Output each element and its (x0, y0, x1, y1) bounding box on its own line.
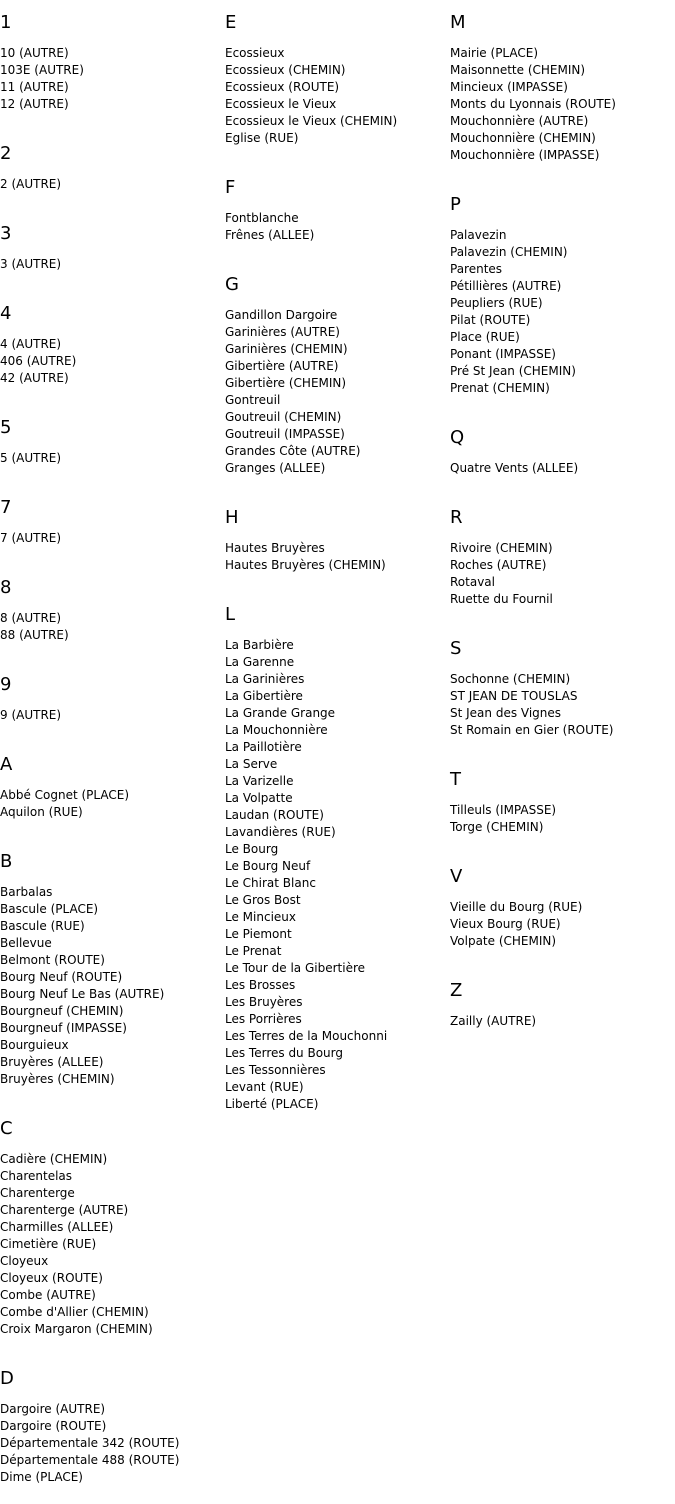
street-entry: Les Bruyères (225, 995, 303, 1009)
letter-heading: M (450, 12, 466, 33)
letter-heading: V (450, 866, 463, 887)
street-entry: Bruyères (CHEMIN) (0, 1072, 115, 1086)
street-entry: La Mouchonnière (225, 723, 328, 737)
letter-group-8 (0, 577, 225, 662)
street-entry: Granges (ALLEE) (225, 461, 326, 475)
street-entry: La Barbière (225, 638, 294, 652)
street-entry: ST JEAN DE TOUSLAS (450, 689, 578, 703)
letter-group-t (450, 769, 675, 854)
letter-group-r (450, 507, 675, 626)
group-spacer (225, 244, 450, 262)
street-entry: Bourguieux (0, 1038, 69, 1052)
street-entry: Le Tour de la Gibertière (225, 961, 366, 975)
street-entry: Les Terres du Bourg (225, 1046, 343, 1060)
letter-heading: T (450, 769, 461, 790)
group-spacer (0, 724, 225, 742)
street-entry: Peupliers (RUE) (450, 296, 543, 310)
group-spacer (225, 477, 450, 495)
letter-heading: R (450, 507, 463, 528)
street-entry: Pétillières (AUTRE) (450, 279, 562, 293)
street-entry: Charenterge (AUTRE) (0, 1203, 129, 1217)
street-entry: Les Porrières (225, 1012, 302, 1026)
group-spacer (450, 608, 675, 626)
letter-heading: 4 (0, 303, 12, 324)
group-spacer (450, 836, 675, 854)
group-spacer (0, 644, 225, 662)
letter-group-b (0, 851, 225, 1106)
street-entry: Sochonne (CHEMIN) (450, 672, 571, 686)
street-entry: Le Piemont (225, 927, 292, 941)
street-entry: Prenat (CHEMIN) (450, 381, 550, 395)
street-entry: Zailly (AUTRE) (450, 1014, 537, 1028)
letter-heading: Q (450, 427, 465, 448)
street-entry: Lavandières (RUE) (225, 825, 336, 839)
letter-group-m (450, 12, 675, 182)
street-entry: Palavezin (CHEMIN) (450, 245, 568, 259)
street-entry: La Grande Grange (225, 706, 336, 720)
letter-heading: 7 (0, 497, 12, 518)
street-entry: Charentelas (0, 1169, 73, 1183)
letter-group-4 (0, 303, 225, 405)
street-entry: Rotaval (450, 575, 495, 589)
street-entry: Bourg Neuf (ROUTE) (0, 970, 123, 984)
street-entry: Laudan (ROUTE) (225, 808, 324, 822)
street-entry: La Varizelle (225, 774, 294, 788)
group-spacer (0, 547, 225, 565)
group-spacer (450, 397, 675, 415)
street-entry: Roches (AUTRE) (450, 558, 547, 572)
street-entry: Les Tessonnières (225, 1063, 326, 1077)
letter-heading: B (0, 851, 13, 872)
street-entry: Cloyeux (ROUTE) (0, 1271, 103, 1285)
street-entry: Mouchonnière (AUTRE) (450, 114, 589, 128)
street-entry: Bourg Neuf Le Bas (AUTRE) (0, 987, 165, 1001)
street-entry: Mincieux (IMPASSE) (450, 80, 568, 94)
street-entry: Le Bourg Neuf (225, 859, 311, 873)
street-entry: Abbé Cognet (PLACE) (0, 788, 130, 802)
street-entry: Goutreuil (CHEMIN) (225, 410, 342, 424)
street-entry: Garinières (CHEMIN) (225, 342, 348, 356)
street-entry: Volpate (CHEMIN) (450, 934, 557, 948)
street-entry: Hautes Bruyères (CHEMIN) (225, 558, 386, 572)
street-entry: Les Brosses (225, 978, 296, 992)
street-entry: Ecossieux (ROUTE) (225, 80, 340, 94)
street-entry: Départementale 342 (ROUTE) (0, 1436, 180, 1450)
group-spacer (450, 739, 675, 757)
street-entry: Cloyeux (0, 1254, 49, 1268)
group-spacer (225, 147, 450, 165)
street-entry: 4 (AUTRE) (0, 337, 62, 351)
street-entry: Belmont (ROUTE) (0, 953, 105, 967)
street-entry: 3 (AUTRE) (0, 257, 62, 271)
street-entry: 5 (AUTRE) (0, 451, 62, 465)
street-entry: La Gibertière (225, 689, 303, 703)
letter-heading: Z (450, 980, 463, 1001)
group-spacer (0, 1486, 225, 1504)
street-entry: Goutreuil (IMPASSE) (225, 427, 345, 441)
letter-group-s (450, 638, 675, 757)
street-entry: Grandes Côte (AUTRE) (225, 444, 361, 458)
street-entry: 9 (AUTRE) (0, 708, 62, 722)
street-entry: Croix Margaron (CHEMIN) (0, 1322, 153, 1336)
street-entry: Gibertière (AUTRE) (225, 359, 339, 373)
street-entry: Le Gros Bost (225, 893, 301, 907)
group-spacer (0, 113, 225, 131)
street-entry: Vieille du Bourg (RUE) (450, 900, 583, 914)
letter-group-1 (0, 12, 225, 131)
letter-heading: 3 (0, 223, 12, 244)
letter-group-7 (0, 497, 225, 565)
street-entry: Parentes (450, 262, 503, 276)
street-entry: 11 (AUTRE) (0, 80, 69, 94)
street-entry: Bascule (RUE) (0, 919, 85, 933)
street-entry: Le Chirat Blanc (225, 876, 316, 890)
group-spacer (450, 477, 675, 495)
letter-heading: G (225, 274, 239, 295)
street-entry: Bruyères (ALLEE) (0, 1055, 104, 1069)
street-entry: 406 (AUTRE) (0, 354, 77, 368)
letter-group-l (225, 604, 450, 1131)
letter-heading: 2 (0, 143, 12, 164)
street-entry: Place (RUE) (450, 330, 520, 344)
letter-group-5 (0, 417, 225, 485)
street-entry: Mouchonnière (IMPASSE) (450, 148, 600, 162)
street-entry: Départementale 488 (ROUTE) (0, 1453, 180, 1467)
street-entry: Palavezin (450, 228, 507, 242)
street-entry: Fontblanche (225, 211, 299, 225)
street-entry: Ponant (IMPASSE) (450, 347, 556, 361)
street-entry: Gontreuil (225, 393, 281, 407)
street-entry: Torge (CHEMIN) (450, 820, 544, 834)
letter-group-q (450, 427, 675, 495)
letter-heading: D (0, 1368, 14, 1389)
group-spacer (0, 387, 225, 405)
street-entry: Mouchonnière (CHEMIN) (450, 131, 596, 145)
group-spacer (225, 574, 450, 592)
letter-heading: 5 (0, 417, 12, 438)
street-entry: Dargoire (AUTRE) (0, 1402, 106, 1416)
street-entry: Mairie (PLACE) (450, 46, 539, 60)
street-entry: Dime (PLACE) (0, 1470, 83, 1484)
street-entry: 8 (AUTRE) (0, 611, 62, 625)
street-entry: Combe d'Allier (CHEMIN) (0, 1305, 149, 1319)
street-entry: 2 (AUTRE) (0, 177, 62, 191)
street-entry: Charmilles (ALLEE) (0, 1220, 114, 1234)
street-entry: La Garinières (225, 672, 305, 686)
directory-column-2 (225, 0, 450, 1131)
street-entry: La Volpatte (225, 791, 293, 805)
street-entry: St Jean des Vignes (450, 706, 562, 720)
street-entry: 88 (AUTRE) (0, 628, 69, 642)
street-entry: Frênes (ALLEE) (225, 228, 315, 242)
street-entry: Ruette du Fournil (450, 592, 553, 606)
street-entry: 42 (AUTRE) (0, 371, 69, 385)
letter-heading: 8 (0, 577, 12, 598)
letter-group-3 (0, 223, 225, 291)
letter-heading: A (0, 754, 13, 775)
street-entry: Rivoire (CHEMIN) (450, 541, 553, 555)
letter-group-9 (0, 674, 225, 742)
group-spacer (0, 1338, 225, 1356)
street-entry: Eglise (RUE) (225, 131, 299, 145)
letter-group-a (0, 754, 225, 839)
street-entry: Aquilon (RUE) (0, 805, 83, 819)
street-entry: Combe (AUTRE) (0, 1288, 96, 1302)
street-entry: Vieux Bourg (RUE) (450, 917, 561, 931)
letter-group-z (450, 980, 675, 1048)
street-entry: 12 (AUTRE) (0, 97, 69, 111)
street-entry: La Garenne (225, 655, 295, 669)
street-entry: Bourgneuf (IMPASSE) (0, 1021, 127, 1035)
letter-heading: L (225, 604, 236, 625)
letter-group-f (225, 177, 450, 262)
letter-heading: C (0, 1118, 13, 1139)
letter-heading: H (225, 507, 239, 528)
street-entry: Bourgneuf (CHEMIN) (0, 1004, 124, 1018)
letter-heading: 9 (0, 674, 12, 695)
street-entry: Levant (RUE) (225, 1080, 304, 1094)
street-entry: Tilleuls (IMPASSE) (450, 803, 557, 817)
street-entry: Barbalas (0, 885, 53, 899)
letter-heading: S (450, 638, 462, 659)
group-spacer (225, 1113, 450, 1131)
letter-group-p (450, 194, 675, 415)
street-entry: Maisonnette (CHEMIN) (450, 63, 586, 77)
letter-heading: F (225, 177, 236, 198)
group-spacer (450, 950, 675, 968)
directory-column-1 (0, 0, 225, 1504)
street-entry: Les Terres de la Mouchonni (225, 1029, 388, 1043)
street-entry: Pré St Jean (CHEMIN) (450, 364, 576, 378)
street-entry: Cadière (CHEMIN) (0, 1152, 108, 1166)
street-entry: La Serve (225, 757, 278, 771)
group-spacer (0, 193, 225, 211)
street-entry: Le Mincieux (225, 910, 296, 924)
street-entry: Ecossieux (CHEMIN) (225, 63, 346, 77)
letter-group-2 (0, 143, 225, 211)
street-entry: Bascule (PLACE) (0, 902, 99, 916)
group-spacer (0, 273, 225, 291)
street-entry: Ecossieux le Vieux (225, 97, 337, 111)
street-entry: Ecossieux (225, 46, 285, 60)
street-entry: Gibertière (CHEMIN) (225, 376, 347, 390)
letter-heading: 1 (0, 12, 12, 33)
group-spacer (0, 1088, 225, 1106)
group-spacer (0, 467, 225, 485)
letter-heading: E (225, 12, 237, 33)
letter-group-v (450, 866, 675, 968)
street-entry: 7 (AUTRE) (0, 531, 62, 545)
street-entry: Garinières (AUTRE) (225, 325, 340, 339)
street-entry: Le Prenat (225, 944, 282, 958)
street-entry: Le Bourg (225, 842, 279, 856)
street-entry: Monts du Lyonnais (ROUTE) (450, 97, 616, 111)
street-entry: Dargoire (ROUTE) (0, 1419, 107, 1433)
street-entry: Hautes Bruyères (225, 541, 325, 555)
letter-group-e (225, 12, 450, 165)
group-spacer (450, 1030, 675, 1048)
street-entry: St Romain en Gier (ROUTE) (450, 723, 614, 737)
letter-group-d (0, 1368, 225, 1504)
letter-group-h (225, 507, 450, 592)
directory-column-3 (450, 0, 675, 1048)
street-entry: Ecossieux le Vieux (CHEMIN) (225, 114, 398, 128)
group-spacer (0, 821, 225, 839)
letter-heading: P (450, 194, 461, 215)
street-entry: La Paillotière (225, 740, 302, 754)
street-entry: 103E (AUTRE) (0, 63, 84, 77)
street-entry: Liberté (PLACE) (225, 1097, 319, 1111)
street-entry: Cimetière (RUE) (0, 1237, 97, 1251)
letter-group-g (225, 274, 450, 495)
street-entry: Quatre Vents (ALLEE) (450, 461, 579, 475)
letter-group-c (0, 1118, 225, 1356)
group-spacer (450, 164, 675, 182)
street-entry: 10 (AUTRE) (0, 46, 69, 60)
street-entry: Pilat (ROUTE) (450, 313, 531, 327)
street-entry: Gandillon Dargoire (225, 308, 338, 322)
street-entry: Bellevue (0, 936, 52, 950)
street-entry: Charenterge (0, 1186, 75, 1200)
